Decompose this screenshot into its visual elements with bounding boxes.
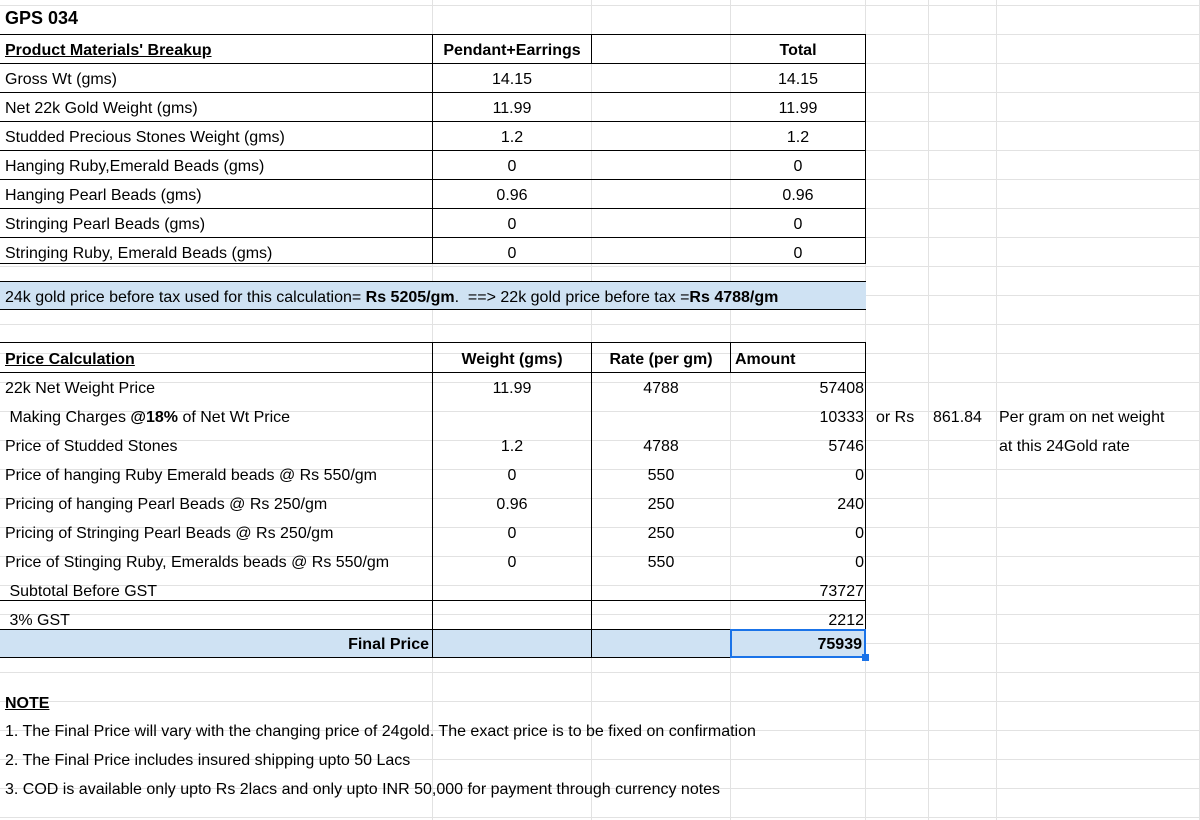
gold-price-note[interactable] xyxy=(5,283,885,312)
breakup-row-pendant[interactable]: 14.15 xyxy=(491,71,533,88)
price-row-label[interactable]: Pricing of Stringing Pearl Beads @ Rs 250/gm xyxy=(5,525,334,542)
price-row-label[interactable]: Price of Studded Stones xyxy=(5,438,178,455)
final-price-label[interactable]: Final Price xyxy=(348,636,429,653)
note-item[interactable]: 1. The Final Price will vary with the changing price of 24gold. The exact price is to be fixed on confirmation xyxy=(5,723,756,740)
note-heading[interactable]: NOTE xyxy=(5,695,50,712)
gridline-row xyxy=(0,672,1200,673)
price-row-rate[interactable]: 4788 xyxy=(643,380,679,397)
price-row-amount[interactable]: 5746 xyxy=(828,438,864,455)
breakup-row-label[interactable]: Hanging Ruby,Emerald Beads (gms) xyxy=(5,158,265,175)
price-row-weight[interactable]: 0 xyxy=(507,554,517,571)
breakup-header-total[interactable]: Total xyxy=(779,42,817,59)
breakup-header-pendant[interactable]: Pendant+Earrings xyxy=(443,42,581,59)
gst-label[interactable]: 3% GST xyxy=(5,612,70,629)
breakup-row-total[interactable]: 0 xyxy=(793,216,803,233)
breakup-row-total[interactable]: 0 xyxy=(793,158,803,175)
price-row-label-making[interactable] xyxy=(5,403,430,432)
breakup-row-label[interactable]: Stringing Pearl Beads (gms) xyxy=(5,216,206,233)
breakup-row-label[interactable]: Stringing Ruby, Emerald Beads (gms) xyxy=(5,245,273,262)
per-gram-text[interactable]: Per gram on net weight xyxy=(999,409,1165,426)
price-row-rate[interactable]: 250 xyxy=(647,525,675,542)
price-row-rate[interactable]: 550 xyxy=(647,554,675,571)
breakup-header-label[interactable]: Product Materials' Breakup xyxy=(5,42,212,59)
price-row-amount[interactable]: 0 xyxy=(855,525,864,542)
gridline-row xyxy=(0,817,1200,818)
price-row-amount[interactable]: 0 xyxy=(855,467,864,484)
price-row-weight[interactable]: 1.2 xyxy=(500,438,524,455)
price-row-label[interactable]: 22k Net Weight Price xyxy=(5,380,155,397)
price-row-label[interactable]: Pricing of hanging Pearl Beads @ Rs 250/gm xyxy=(5,496,328,513)
breakup-row-pendant[interactable]: 11.99 xyxy=(492,100,532,117)
breakup-row-pendant[interactable]: 0 xyxy=(507,216,517,233)
price-row-rate[interactable]: 250 xyxy=(647,496,675,513)
making-label-percent: @18% xyxy=(130,409,179,426)
price-row-amount[interactable]: 10333 xyxy=(819,409,864,426)
making-label-prefix: Making Charges xyxy=(5,409,131,426)
making-label-suffix: of Net Wt Price xyxy=(178,409,291,426)
price-row-weight[interactable]: 11.99 xyxy=(492,380,532,397)
price-row-rate[interactable]: 4788 xyxy=(643,438,679,455)
fill-handle[interactable] xyxy=(862,654,869,661)
breakup-row-pendant[interactable]: 1.2 xyxy=(500,129,524,146)
note-item[interactable]: 2. The Final Price includes insured shipping upto 50 Lacs xyxy=(5,752,411,769)
per-gram-value[interactable]: 861.84 xyxy=(933,409,982,426)
price-row-amount[interactable]: 0 xyxy=(855,554,864,571)
breakup-row-label[interactable]: Gross Wt (gms) xyxy=(5,71,117,88)
gold-note-text: 24k gold price before tax used for this calculation= xyxy=(5,289,366,306)
price-header-rate[interactable]: Rate (per gm) xyxy=(609,351,713,368)
price-row-amount[interactable]: 240 xyxy=(837,496,864,513)
breakup-row-total[interactable]: 11.99 xyxy=(778,100,818,117)
price-header-amount[interactable]: Amount xyxy=(735,351,796,368)
breakup-row-label[interactable]: Studded Precious Stones Weight (gms) xyxy=(5,129,285,146)
price-row-weight[interactable]: 0 xyxy=(507,467,517,484)
final-price-amount[interactable]: 75939 xyxy=(817,636,862,653)
price-row-label[interactable]: Price of Stinging Ruby, Emeralds beads @ Rs 550/gm xyxy=(5,554,390,571)
subtotal-amount[interactable]: 73727 xyxy=(819,583,864,600)
price-row-weight[interactable] xyxy=(433,403,591,432)
gold-price-22k: Rs 4788/gm xyxy=(689,289,779,306)
cell-selection xyxy=(730,629,866,658)
breakup-row-label[interactable]: Net 22k Gold Weight (gms) xyxy=(5,100,198,117)
breakup-row-total[interactable]: 0.96 xyxy=(782,187,814,204)
per-gram-or-label[interactable]: or Rs xyxy=(876,409,915,426)
breakup-row-total[interactable]: 0 xyxy=(793,245,803,262)
price-header-weight[interactable]: Weight (gms) xyxy=(461,351,563,368)
gold-price-24k: Rs 5205/gm xyxy=(365,289,455,306)
price-row-label[interactable]: Price of hanging Ruby Emerald beads @ Rs 550/gm xyxy=(5,467,377,484)
breakup-row-pendant[interactable]: 0 xyxy=(507,158,517,175)
gold-note-arrow-text: . ==> 22k gold price before tax = xyxy=(454,289,690,306)
sheet-title[interactable]: GPS 034 xyxy=(5,8,79,28)
breakup-row-total[interactable]: 14.15 xyxy=(777,71,819,88)
breakup-row-total[interactable]: 1.2 xyxy=(786,129,810,146)
per-gram-text-2[interactable]: at this 24Gold rate xyxy=(999,438,1130,455)
price-header-label[interactable]: Price Calculation xyxy=(5,351,135,368)
note-item[interactable]: 3. COD is available only upto Rs 2lacs and only upto INR 50,000 for payment through currency notes xyxy=(5,781,721,798)
price-row-weight[interactable]: 0.96 xyxy=(496,496,528,513)
breakup-row-pendant[interactable]: 0.96 xyxy=(496,187,528,204)
price-row-amount[interactable]: 57408 xyxy=(819,380,864,397)
price-row-rate[interactable] xyxy=(592,403,730,432)
breakup-row-pendant[interactable]: 0 xyxy=(507,245,517,262)
breakup-row-label[interactable]: Hanging Pearl Beads (gms) xyxy=(5,187,202,204)
gst-amount[interactable]: 2212 xyxy=(828,612,864,629)
subtotal-label[interactable]: Subtotal Before GST xyxy=(5,583,158,600)
price-row-weight[interactable]: 0 xyxy=(507,525,517,542)
price-row-rate[interactable]: 550 xyxy=(647,467,675,484)
gridline-row xyxy=(0,324,1200,325)
